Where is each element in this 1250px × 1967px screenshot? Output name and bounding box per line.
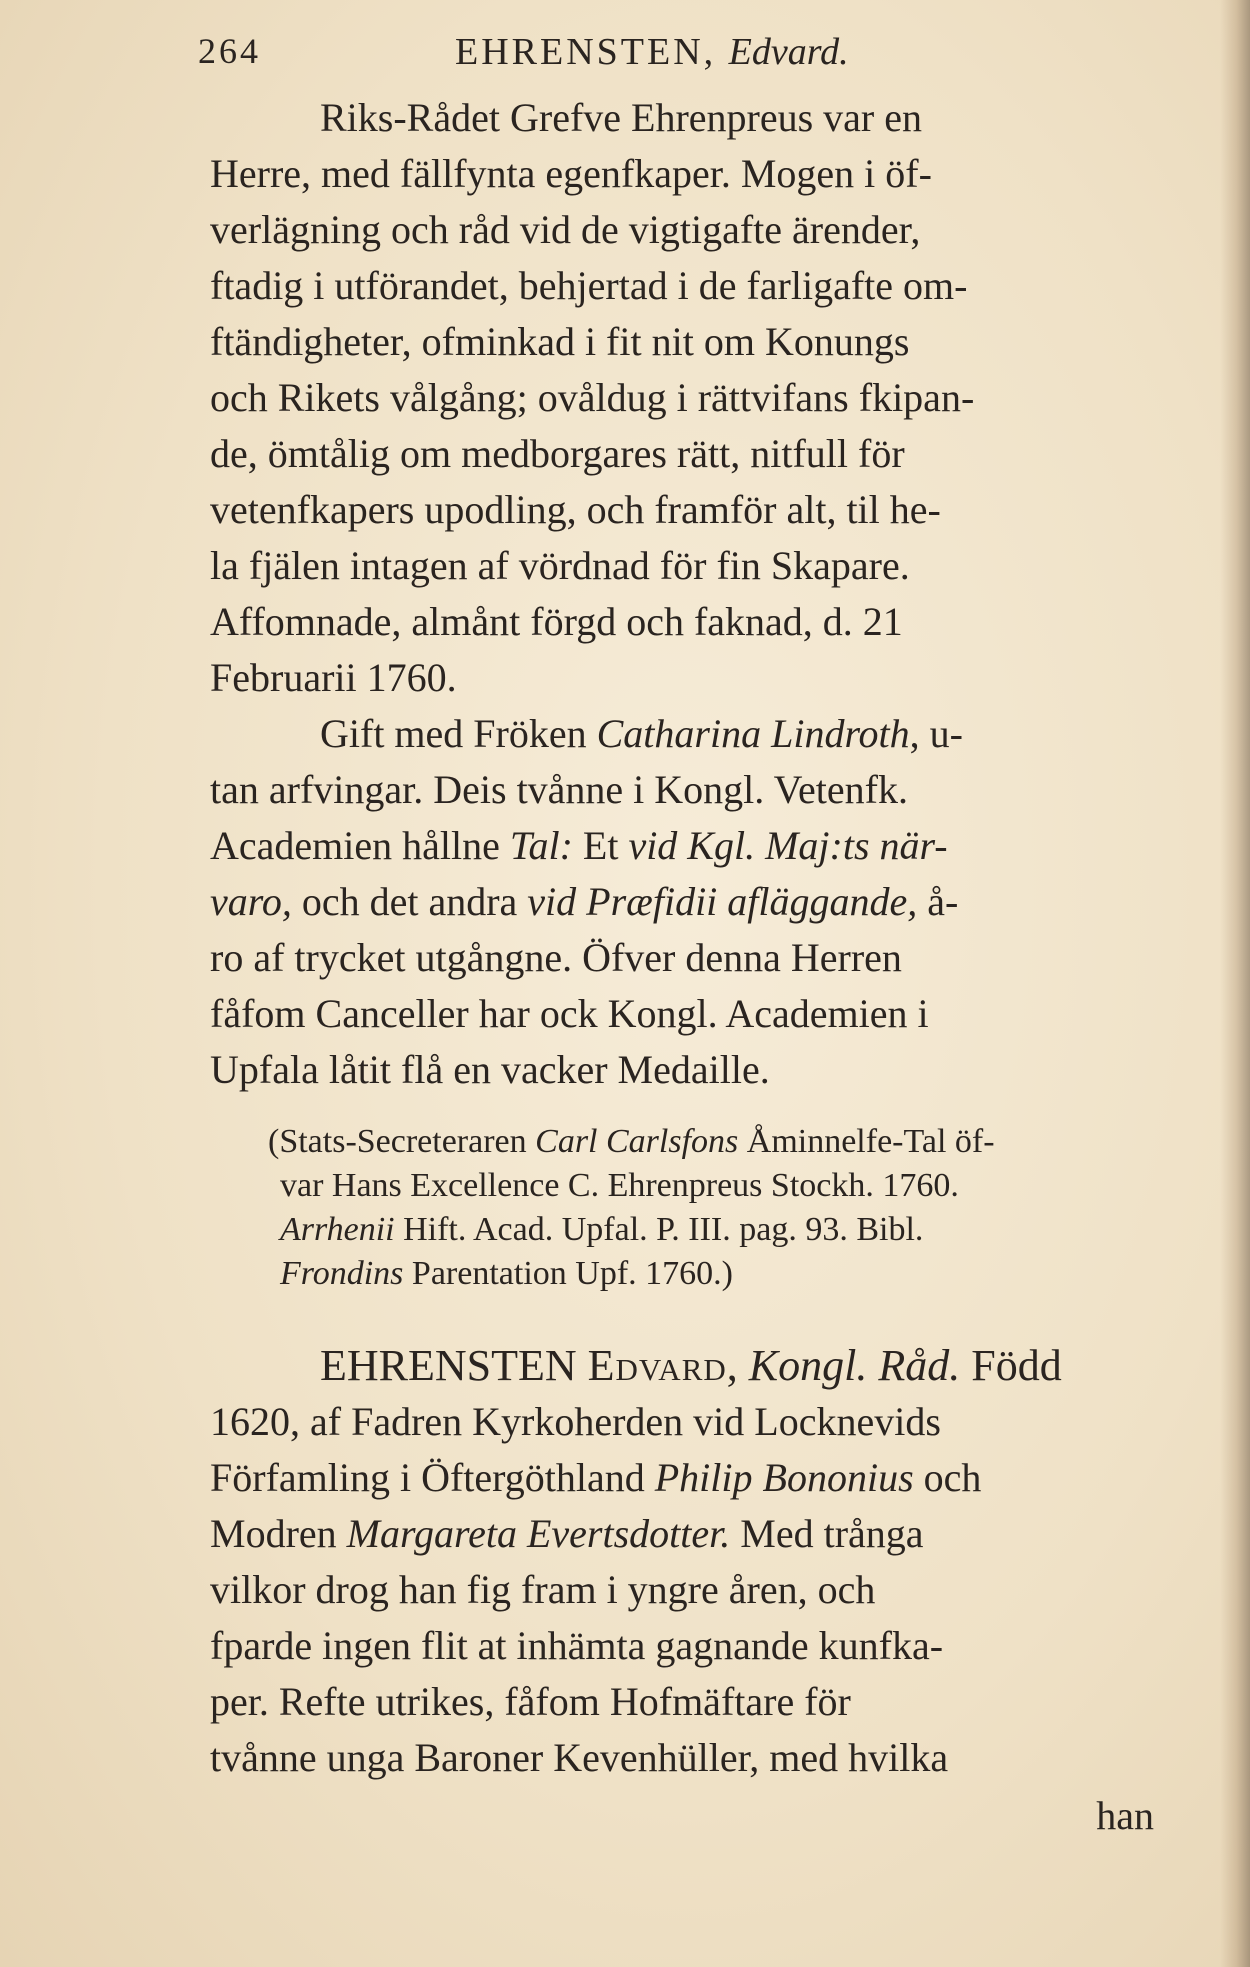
text-line: vetenfkapers upodling, och framför alt, til he- [210,487,941,532]
text-line: Gift med Fröken Catharina Lindroth, u- [320,711,963,756]
text-line: la fjälen intagen af vördnad för fin Skapare. [210,543,910,588]
text-line: Upfala låtit flå en vacker Medaille. [210,1047,770,1092]
section-gap [210,1296,1160,1338]
page-header [198,20,1160,90]
paragraph-eulogy [210,90,1160,706]
note-line: var Hans Excellence C. Ehrenpreus Stockh. 1760. [280,1167,959,1204]
text-line: de, ömtålig om medborgares rätt, nitfull för [210,431,905,476]
note-line: Arrhenii Hift. Acad. Upfal. P. III. pag. 93. Bibl. [280,1211,924,1248]
text-line: Herre, med fällfynta egenfkaper. Mogen i öf- [210,151,932,196]
text-line: Academien hållne Tal: Et vid Kgl. Maj:ts när- [210,823,948,868]
text-line: ftändigheter, ofminkad i fit nit om Konungs [210,319,910,364]
page-content [198,20,1160,1844]
text-line: vilkor drog han fig fram i yngre åren, och [210,1567,876,1612]
text-line: tan arfvingar. Deis tvånne i Kongl. Vetenfk. [210,767,908,812]
running-head-given: Edvard. [728,31,849,73]
entry-ehrensten-edvard [210,1338,1160,1786]
text-line: Affomnade, almånt förgd och faknad, d. 21 [210,599,903,644]
text-line: Modren Margareta Evertsdotter. Med trånga [210,1511,924,1556]
paragraph-marriage [210,706,1160,1098]
note-line: (Stats-Secreteraren Carl Carlsfons Åminnelfe-Tal öf- [268,1123,995,1160]
text-line: per. Refte utrikes, fåfom Hofmäftare för [210,1679,851,1724]
note-line: Frondins Parentation Upf. 1760.) [280,1255,733,1292]
text-line: varo, och det andra vid Præfidii afläggande, å- [210,879,959,924]
text-line: fåfom Canceller har ock Kongl. Academien i [210,991,929,1036]
running-head [455,30,849,74]
entry-name: EHRENSTEN [320,1341,577,1390]
page-spine-shadow [1220,0,1250,1967]
page-number: 264 [198,31,261,71]
text-line: 1620, af Fadren Kyrkoherden vid Locknevids [210,1399,941,1444]
entry-given: Edvard [587,1341,727,1390]
text-line: ftadig i utförandet, behjertad i de farligafte om- [210,263,968,308]
text-line: tvånne unga Baroner Kevenhüller, med hvilka [210,1735,949,1780]
text-line: Februarii 1760. [210,655,457,700]
entry-born-label: Född [971,1341,1062,1390]
entry-heading: EHRENSTEN Edvard, Kongl. Råd. Född [320,1341,1062,1390]
text-line: Riks-Rådet Grefve Ehrenpreus var en [320,95,922,140]
entry-title: Kongl. Råd. [748,1341,961,1390]
text-line: verlägning och råd vid de vigtigafte ärender, [210,207,921,252]
running-head-name: EHRENSTEN, [455,31,717,73]
references-note [210,1120,1160,1296]
catchword: han [1096,1793,1154,1838]
text-line: fparde ingen flit at inhämta gagnande kunfka- [210,1623,944,1668]
text-line: och Rikets vålgång; ovåldug i rättvifans fkipan- [210,375,975,420]
text-line: Förfamling i Öftergöthland Philip Bononius och [210,1455,982,1500]
text-line: ro af trycket utgångne. Öfver denna Herren [210,935,902,980]
